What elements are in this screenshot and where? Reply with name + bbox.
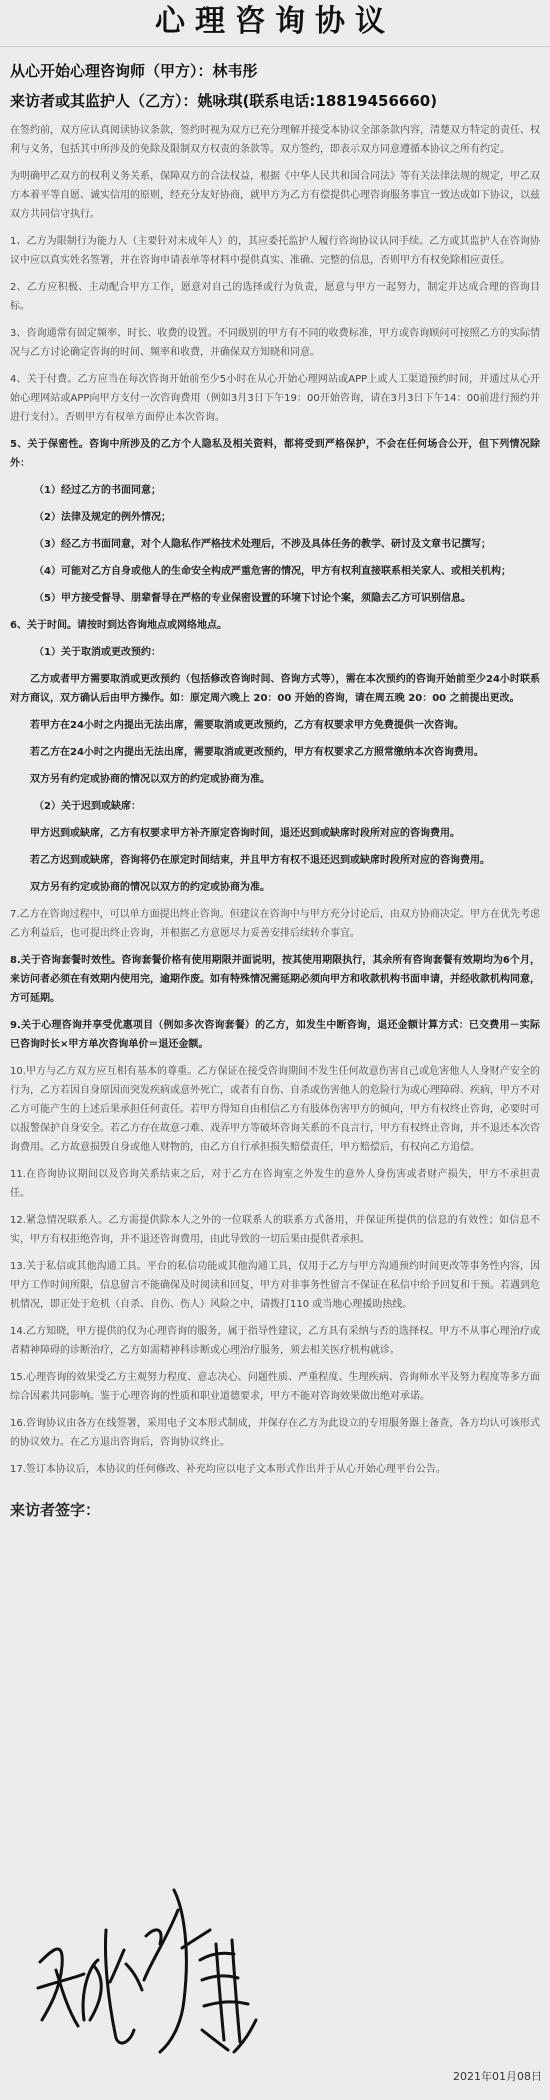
clause-5-item-2: （2）法律及规定的例外情况； (34, 512, 171, 523)
signing-date: 2021年01月08日 (453, 2070, 542, 2083)
clause-5-item-5: （5）甲方接受督导、朋辈督导在严格的专业保密设置的环境下讨论个案，须隐去乙方可识别信息。 (34, 593, 471, 604)
clause-16: 16.咨询协议由各方在线签署，采用电子文本形式制成，并保存在乙方为此设立的专用服务器上备查，各方均认可该形式的协议效力。在乙方退出咨询后，咨询协议终止。 (10, 1418, 540, 1448)
clause-5-item-3: （3）经乙方书面同意，对个人隐私作严格技术处理后，不涉及具体任务的教学、研讨及文章书记撰写； (34, 539, 491, 550)
party-a-name: 林韦彤 (212, 62, 258, 80)
intro-paragraph-2: 为明确甲乙双方的权利义务关系，保障双方的合法权益，根据《中华人民共和国合同法》等有关法律法规的规定，甲乙双方本着平等自愿、诚实信用的原则，经充分友好协商，就甲方为乙方有偿提供心理咨询服务事宜一致达成如下协议，以兹双方共同信守执行。 (10, 171, 540, 220)
clause-17: 17.签订本协议后，本协议的任何修改、补充均应以电子文本形式作出并于从心开始心理平台公告。 (10, 1464, 446, 1475)
clause-11: 11.在咨询协议期间以及咨询关系结束之后，对于乙方在咨询室之外发生的意外人身伤害或者财产损失，甲方不承担责任。 (10, 1169, 540, 1199)
clause-4: 4、关于付费。乙方应当在每次咨询开始前至少5小时在从心开始心理网站或APP上或人工渠道预约时间，并通过从心开始心理网站或APP向甲方支付一次咨询费用（例如3月3日下午19：00开始咨询，请在3月3日下午14：00前进行预约并进行支付）。否则甲方有权单方面停止本次咨询。 (10, 374, 540, 423)
clause-8: 8.关于咨询套餐时效性。咨询套餐价格有使用期限并面说明，按其使用期限执行，其余所有咨询套餐有效期均为6个月，来访问者必须在有效期内使用完，逾期作废。如有特殊情况需延期必须向甲方和收款机构书面申请，并经收款机构同意，方可延期。 (10, 955, 540, 1004)
party-a-line (10, 57, 540, 85)
clause-7: 7.乙方在咨询过程中，可以单方面提出终止咨询。但建议在咨询中与甲方充分讨论后，由双方协商决定。甲方在优先考虑乙方利益后，也可提出终止咨询，并根据乙方意愿尽力妥善安排后续转介事宜。 (10, 909, 540, 939)
clause-6-2-c: 双方另有约定或协商的情况以双方的约定或协商为准。 (30, 882, 270, 893)
clause-15: 15.心理咨询的效果受乙方主观努力程度、意志决心、问题性质、严重程度、生理疾病、咨询师水平及努力程度等多方面综合因素共同影响。鉴于心理咨询的性质和职业道德要求，甲方不能对咨询效果做出绝对承诺。 (10, 1372, 540, 1402)
clause-9: 9.关于心理咨询并享受优惠项目（例如多次咨询套餐）的乙方，如发生中断咨询，退还金额计算方式：已交费用－实际已咨询时长×甲方单次咨询单价＝退还金额。 (10, 1020, 540, 1050)
clause-6-1-c: 若乙方在24小时之内提出无法出席，需要取消或更改预约，甲方有权要求乙方照常缴纳本次咨询费用。 (30, 747, 484, 758)
clause-6-2-b: 若乙方迟到或缺席，咨询将仍在原定时间结束，并且甲方有权不退还迟到或缺席时段所对应的咨询费用。 (30, 855, 490, 866)
clause-2: 2、乙方应积极、主动配合甲方工作，愿意对自己的选择或行为负责，愿意与甲方一起努力，制定并达成合理的咨询目标。 (10, 282, 540, 312)
clause-6-2-title: （2）关于迟到或缺席： (34, 801, 141, 812)
party-b-label: 来访者或其监护人（乙方）： (10, 92, 198, 110)
clause-13: 13.关于私信或其他沟通工具。平台的私信功能或其他沟通工具，仅用于乙方与甲方沟通预约时间更改等事务性内容，因甲方工作时间所限，信息留言不能确保及时阅读和回复，甲方对非事务性留言不保证在私信中给予回复和干预。若遇到危机情况，即正处于危机（自杀、自伤、伤人）风险之中，请拨打110 或当地心理援助热线。 (10, 1261, 540, 1310)
clause-6-1-title: （1）关于取消或更改预约： (34, 647, 161, 658)
intro-paragraph-1: 在签约前，双方应认真阅读协议条款，签约时视为双方已充分理解并接受本协议全部条款内容，清楚双方特定的责任、权利与义务，包括其中所涉及的免除及限制双方权责的条款等。双方签约，即表示双方同意遵循本协议之所有约定。 (10, 125, 540, 155)
clause-5-item-4: （4）可能对乙方自身或他人的生命安全构成严重危害的情况，甲方有权利直接联系相关家人、或相关机构； (34, 566, 511, 577)
party-b-name: 姚咏琪 (197, 92, 243, 110)
party-a-label: 从心开始心理咨询师（甲方）： (10, 62, 213, 80)
visitor-signature-label: 来访者签字： (10, 1501, 101, 1519)
clause-3: 3、咨询通常有固定频率、时长、收费的设置。不同级别的甲方有不同的收费标准，甲方或咨询顾问可按照乙方的实际情况与乙方讨论确定咨询的时间、频率和收费，并确保双方知晓和同意。 (10, 328, 540, 358)
page-title: 心理咨询协议 (0, 0, 550, 47)
clause-6-2-a: 甲方迟到或缺席，乙方有权要求甲方补齐原定咨询时间，退还迟到或缺席时段所对应的咨询费用。 (30, 828, 460, 839)
party-b-contact: (联系电话:18819456660) (242, 92, 438, 110)
handwritten-signature (34, 1870, 264, 2060)
clause-6-1-a: 乙方或者甲方需要取消或更改预约（包括修改咨询时间、咨询方式等），需在本次预约的咨询开始前至少24小时联系对方商议，双方确认后由甲方操作。如：原定周六晚上 20：00 开始的咨询，请在周五晚 20：00 之前提出更改。 (10, 674, 540, 704)
party-b-line (10, 87, 540, 115)
agreement-body (0, 47, 550, 1525)
clause-5-item-1: （1）经过乙方的书面同意； (34, 485, 161, 496)
clause-1: 1、乙方为限制行为能力人（主要针对未成年人）的，其应委托监护人履行咨询协议认同手续。乙方或其监护人在咨询协议中应以真实姓名签署，并在咨询申请表单等材料中提供真实、准确、完整的信息，否则甲方有权免除相应责任。 (10, 236, 540, 266)
clause-6-1-b: 若甲方在24小时之内提出无法出席，需要取消或更改预约，乙方有权要求甲方免费提供一次咨询。 (30, 720, 464, 731)
clause-6-1-d: 双方另有约定或协商的情况以双方的约定或协商为准。 (30, 774, 270, 785)
clause-12: 12.紧急情况联系人。乙方需提供除本人之外的一位联系人的联系方式备用，并保证所提供的信息的有效性；如信息不实，甲方有权拒绝咨询，并不退还咨询费用，由此导致的一切后果由提供者承担。 (10, 1215, 540, 1245)
clause-5-heading: 5、关于保密性。咨询中所涉及的乙方个人隐私及相关资料，都将受到严格保护，不会在任何场合公开，但下列情况除外： (10, 439, 540, 469)
clause-14: 14.乙方知晓，甲方提供的仅为心理咨询的服务，属于指导性建议，乙方具有采纳与否的选择权。甲方不从事心理治疗或者精神障碍的诊断治疗，乙方如需精神科诊断或心理治疗服务，须去相关医疗机构就诊。 (10, 1326, 540, 1356)
clause-10: 10.甲方与乙方双方应互相有基本的尊重。乙方保证在接受咨询期间不发生任何故意伤害自己或危害他人人身财产安全的行为，乙方若因自身原因而突发疾病或意外死亡，或者有自伤、自杀或伤害他人的危险行为或心理障碍、疾病，甲方不对乙方可能产生的上述后果承担任何责任。若甲方得知自由相信乙方有肢体伤害甲方的倾向，甲方有权终止咨询，必要时可以报警保护自身安全。若乙方存在故意刁难、戏弄甲方等破坏咨询关系的不良言行，甲方有权终止咨询，并不退还本次咨询费用。乙方故意损毁自身或他人财物的，由乙方自行承担损失赔偿责任，甲方赔偿后，有权向乙方追偿。 (10, 1066, 540, 1153)
clause-6-heading: 6、关于时间。请按时到达咨询地点或网络地点。 (10, 620, 227, 631)
